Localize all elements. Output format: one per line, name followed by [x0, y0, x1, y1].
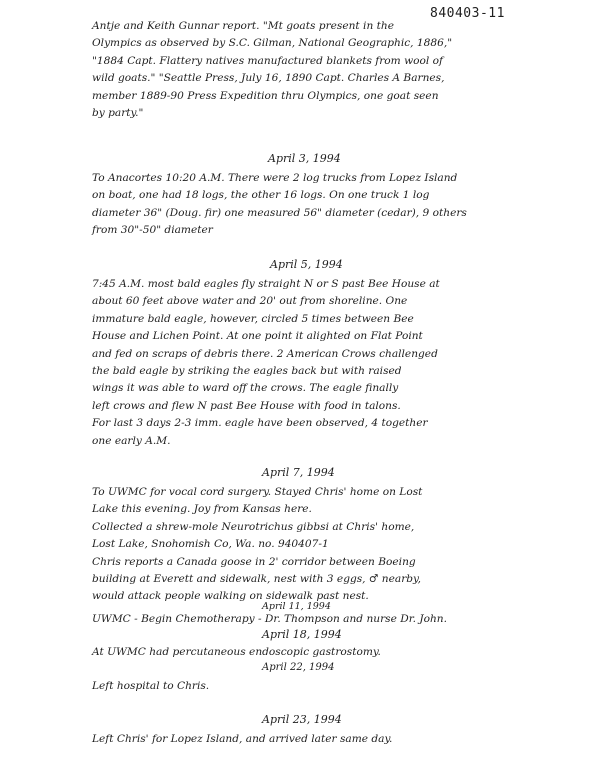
entry-line: Left hospital to Chris.: [92, 680, 210, 692]
entry-line: 7:45 A.M. most bald eagles fly straight N or S past Bee House at: [92, 278, 440, 290]
entry-line: immature bald eagle, however, circled 5 times between Bee: [92, 312, 414, 325]
entry-line: building at Everett and sidewalk, nest with 3 eggs, ♂ nearby,: [92, 573, 421, 586]
entry-date: April 3, 1994: [268, 152, 341, 165]
entry-line: Olympics as observed by S.C. Gilman, National Geographic, 1886,": [92, 37, 453, 50]
entry-line: House and Lichen Point. At one point it alighted on Flat Point: [92, 330, 423, 343]
entry-line: Chris reports a Canada goose in 2' corridor between Boeing: [92, 555, 416, 568]
entry-date: April 18, 1994: [262, 628, 342, 641]
entry-line: member 1889-90 Press Expedition thru Olympics, one goat seen: [92, 89, 439, 102]
entry-line: Antje and Keith Gunnar report. "Mt goats present in the: [92, 20, 394, 32]
entry-line: wings it was able to ward off the crows. The eagle finally: [92, 382, 399, 395]
entry-date: April 22, 1994: [262, 662, 335, 673]
entry-april-11: [92, 611, 592, 628]
entry-line: Lost Lake, Snohomish Co, Wa. no. 940407-1: [92, 538, 329, 551]
entry-date: April 7, 1994: [262, 466, 335, 479]
entry-april-23: [92, 731, 592, 748]
entry-line: and fed on scraps of debris there. 2 American Crows challenged: [92, 347, 438, 360]
entry-line: UWMC - Begin Chemotherapy - Dr. Thompson and nurse Dr. John.: [92, 613, 447, 625]
page-number: 840403-11: [430, 6, 505, 21]
entry-line: left crows and flew N past Bee House with food in talons.: [92, 399, 401, 412]
entry-line: Left Chris' for Lopez Island, and arrived later same day.: [92, 733, 393, 745]
entry-line: one early A.M.: [92, 434, 171, 447]
entry-line: To Anacortes 10:20 A.M. There were 2 log trucks from Lopez Island: [92, 172, 458, 184]
entry-april-5: [92, 276, 592, 450]
entry-line: Lake this evening. Joy from Kansas here.: [92, 503, 312, 516]
entry-line: the bald eagle by striking the eagles back but with raised: [92, 365, 402, 378]
entry-line: diameter 36" (Doug. fir) one measured 56" diameter (cedar), 9 others: [92, 206, 467, 219]
entry-line: "1884 Capt. Flattery natives manufactured blankets from wool of: [92, 54, 443, 67]
entry-line: on boat, one had 18 logs, the other 16 logs. On one truck 1 log: [92, 189, 430, 202]
entry-line: wild goats." "Seattle Press, July 16, 1890 Capt. Charles A Barnes,: [92, 72, 445, 85]
entry-date: April 5, 1994: [270, 258, 343, 271]
entry-april-3: [92, 170, 592, 240]
entry-april-7: [92, 484, 592, 606]
entry-line: For last 3 days 2-3 imm. eagle have been observed, 4 together: [92, 417, 428, 430]
entry-line: At UWMC had percutaneous endoscopic gastrostomy.: [92, 646, 381, 658]
entry-date: April 11, 1994: [262, 601, 331, 612]
entry-line: would attack people walking on sidewalk past nest.: [92, 590, 369, 603]
entry-line: from 30"-50" diameter: [92, 224, 213, 237]
entry-line: To UWMC for vocal cord surgery. Stayed Chris' home on Lost: [92, 486, 423, 498]
entry-april-18: [92, 644, 592, 661]
entry-line: by party.": [92, 107, 144, 120]
entry-date: April 23, 1994: [262, 713, 342, 726]
entry-april-22: [92, 678, 592, 695]
entry-gunnar-report: [92, 18, 592, 122]
entry-line: Collected a shrew-mole Neurotrichus gibbsi at Chris' home,: [92, 520, 415, 533]
entry-line: about 60 feet above water and 20' out from shoreline. One: [92, 295, 408, 308]
